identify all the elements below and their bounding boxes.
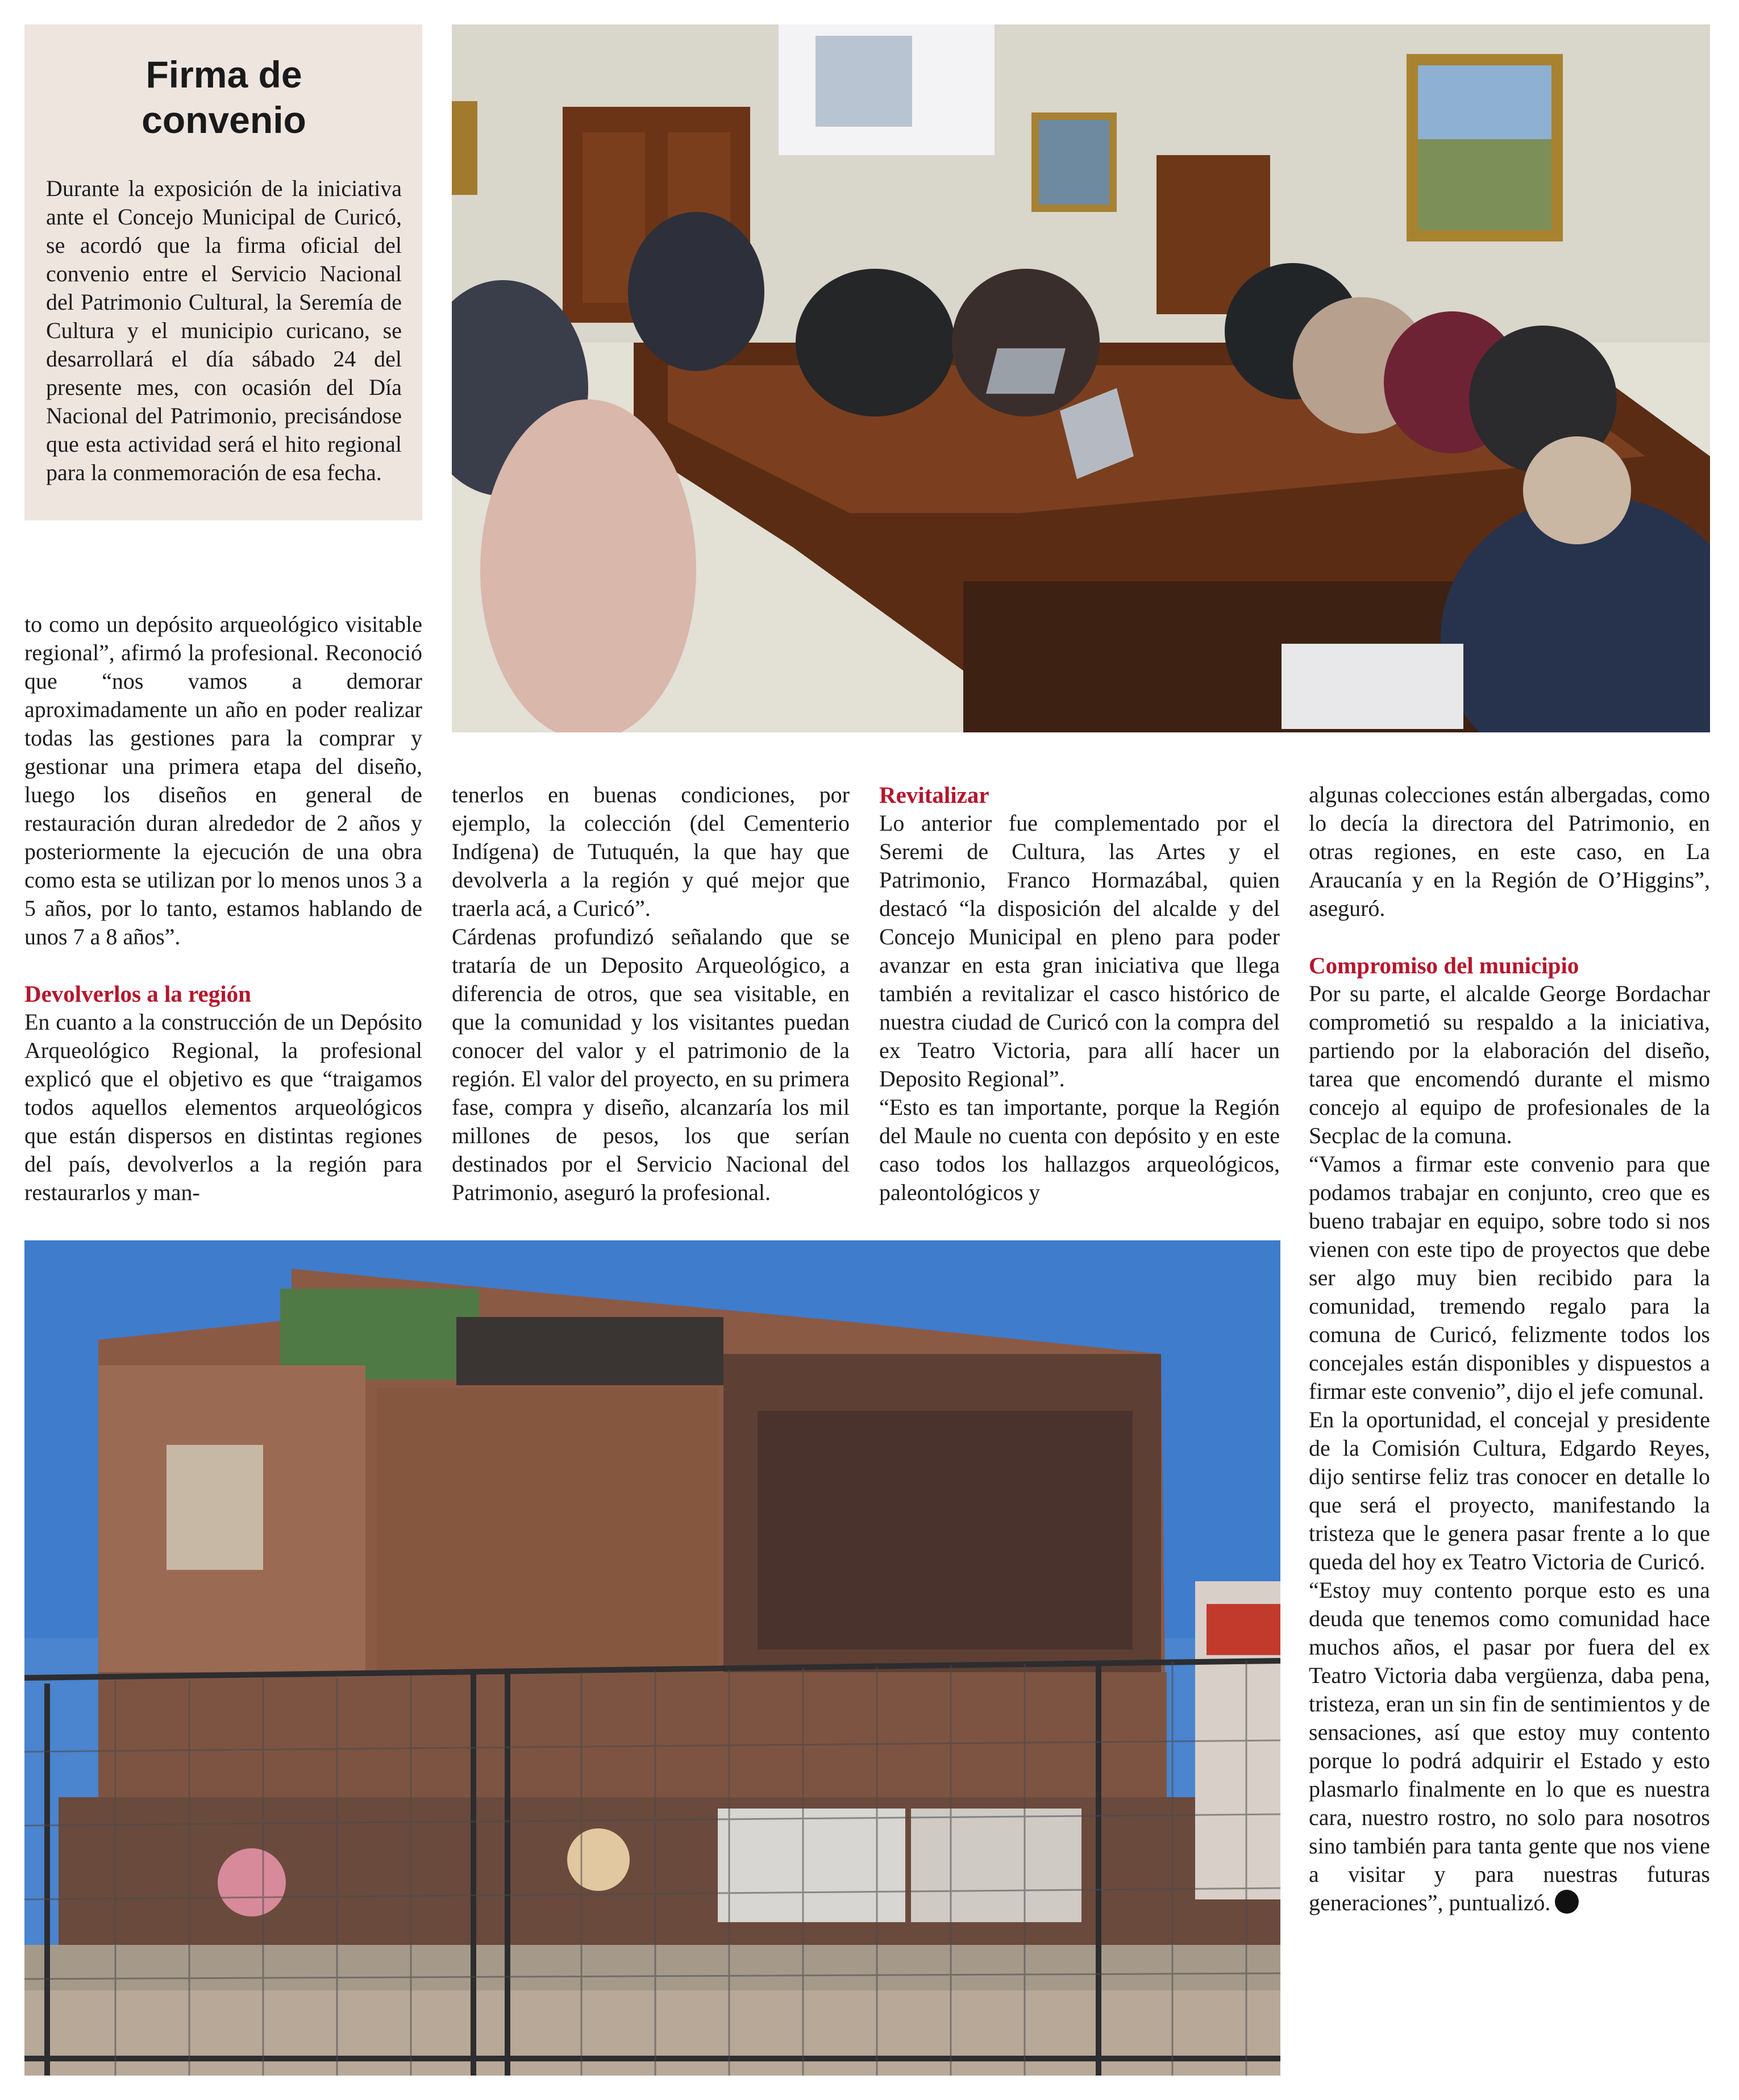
teatro-victoria-photo [24,1240,1280,2076]
col4-paragraph-5-text: “Estoy muy contento porque esto es una deuda que tenemos como comunidad hace muchos años, el pasar por fuera del ex Teatro Victoria daba vergüenza, daba pena, tristeza, eran un sin fin de sentimientos y de sensaciones, así que estoy muy contento porque lo podrá adquirir el Estado y esto plasmarlo finalmente en lo que es nuestra cara, nuestro rostro, no solo para nosotros sino también para tanta gente que nos viene a visitar y para nuestras futuras generaciones”, puntualizó. [1309,1577,1710,1915]
sidebar-text: Durante la exposición de la iniciativa ante el Concejo Municipal de Curicó, se acordó que la firma oficial del convenio entre el Servicio Nacional del Patrimonio Cultural, la Seremía de Cultura y el municipio curicano, se desarrollará el día sábado 24 del presente mes, con ocasión del Día Nacional del Patrimonio, precisándose que esta actividad será el hito regional para la conmemoración de esa fecha. [46,176,402,485]
col4-paragraph-5 [1309,1576,1710,1917]
col4-paragraph-3: “Vamos a firmar este convenio para que podamos trabajar en conjunto, creo que es bueno trabajar en equipo, sobre todo si nos vienen con este tipo de proyectos que debe ser algo muy bien recibido para la comunidad, tremendo regalo para la comuna de Curicó, felizmente todos los concejales están disponibles y dispuestos a firmar este convenio”, dijo el jefe comunal. [1309,1151,1710,1404]
sidebar-title-line1: Firma de [145,53,302,95]
end-mark-icon [1555,1890,1579,1914]
council-meeting-photo [452,24,1710,732]
column-1 [24,610,422,1207]
column-3 [879,781,1280,1207]
col4-subheading: Compromiso del municipio [1309,952,1579,978]
col2-paragraph-1: tenerlos en buenas condiciones, por ejemplo, la colección (del Cementerio Indígena) de Tutuquén, la que hay que devolverla a la región y qué mejor que traerla acá, a Curicó”. [452,782,850,921]
sidebar-title [46,52,402,143]
col1-paragraph-1: to como un depósito arqueológico visitable regional”, afirmó la profesional. Reconoció que “nos vamos a demorar aproximadamente un año en poder realizar todas las gestiones para la comprar y gestionar una primera etapa del diseño, luego los diseños en general de restauración duran alrededor de 2 años y posteriormente la ejecución de una obra como esta se utilizan por lo menos unos 3 a 5 años, por lo tanto, estamos hablando de unos 7 a 8 años”. [24,611,422,949]
col3-subheading: Revitalizar [879,782,989,808]
column-2 [452,781,850,1207]
col1-subheading: Devolverlos a la región [24,981,251,1007]
sidebar-title-line2: convenio [142,99,306,141]
col1-paragraph-2: En cuanto a la construcción de un Depósito Arqueológico Regional, la profesional explicó que el objetivo es que “traigamos todos aquellos elementos arqueológicos que están dispersos en distintas regiones del país, devolverlos a la región para restaurarlos y man- [24,1009,422,1205]
sidebar-box [24,24,422,520]
col3-paragraph-1: Lo anterior fue complementado por el Seremi de Cultura, las Artes y el Patrimonio, Franco Hormazábal, quien destacó “la disposición del alcalde y del Concejo Municipal en pleno para poder avanzar en esta gran iniciativa que llega también a revitalizar el casco histórico de nuestra ciudad de Curicó con la compra del ex Teatro Victoria, para allí hacer un Deposito Regional”. [879,810,1280,1091]
col4-paragraph-2: Por su parte, el alcalde George Bordachar comprometió su respaldo a la iniciativa, partiendo por la elaboración del diseño, tarea que encomendó durante el mismo concejo al equipo de profesionales de la Secplac de la comuna. [1309,981,1710,1148]
col4-paragraph-4: En la oportunidad, el concejal y presidente de la Comisión Cultura, Edgardo Reyes, dijo sentirse feliz tras conocer en detalle lo que será el proyecto, manifestando la tristeza que le genera pasar frente a lo que queda del hoy ex Teatro Victoria de Curicó. [1309,1407,1710,1574]
col4-paragraph-1: algunas colecciones están albergadas, como lo decía la directora del Patrimonio, en otras regiones, en este caso, en La Araucanía y en la Región de O’Higgins”, aseguró. [1309,782,1710,921]
col2-paragraph-2: Cárdenas profundizó señalando que se trataría de un Deposito Arqueológico, a diferencia de otros, que sea visitable, en que la comunidad y los visitantes puedan conocer del valor y el patrimonio de la región. El valor del proyecto, en su primera fase, compra y diseño, alcanzaría los mil millones de pesos, los que serían destinados por el Servicio Nacional del Patrimonio, aseguró la profesional. [452,924,850,1205]
column-4 [1309,781,1710,1917]
col3-paragraph-2: “Esto es tan importante, porque la Región del Maule no cuenta con depósito y en este caso todos los hallazgos arqueológicos, paleontológicos y [879,1094,1280,1205]
